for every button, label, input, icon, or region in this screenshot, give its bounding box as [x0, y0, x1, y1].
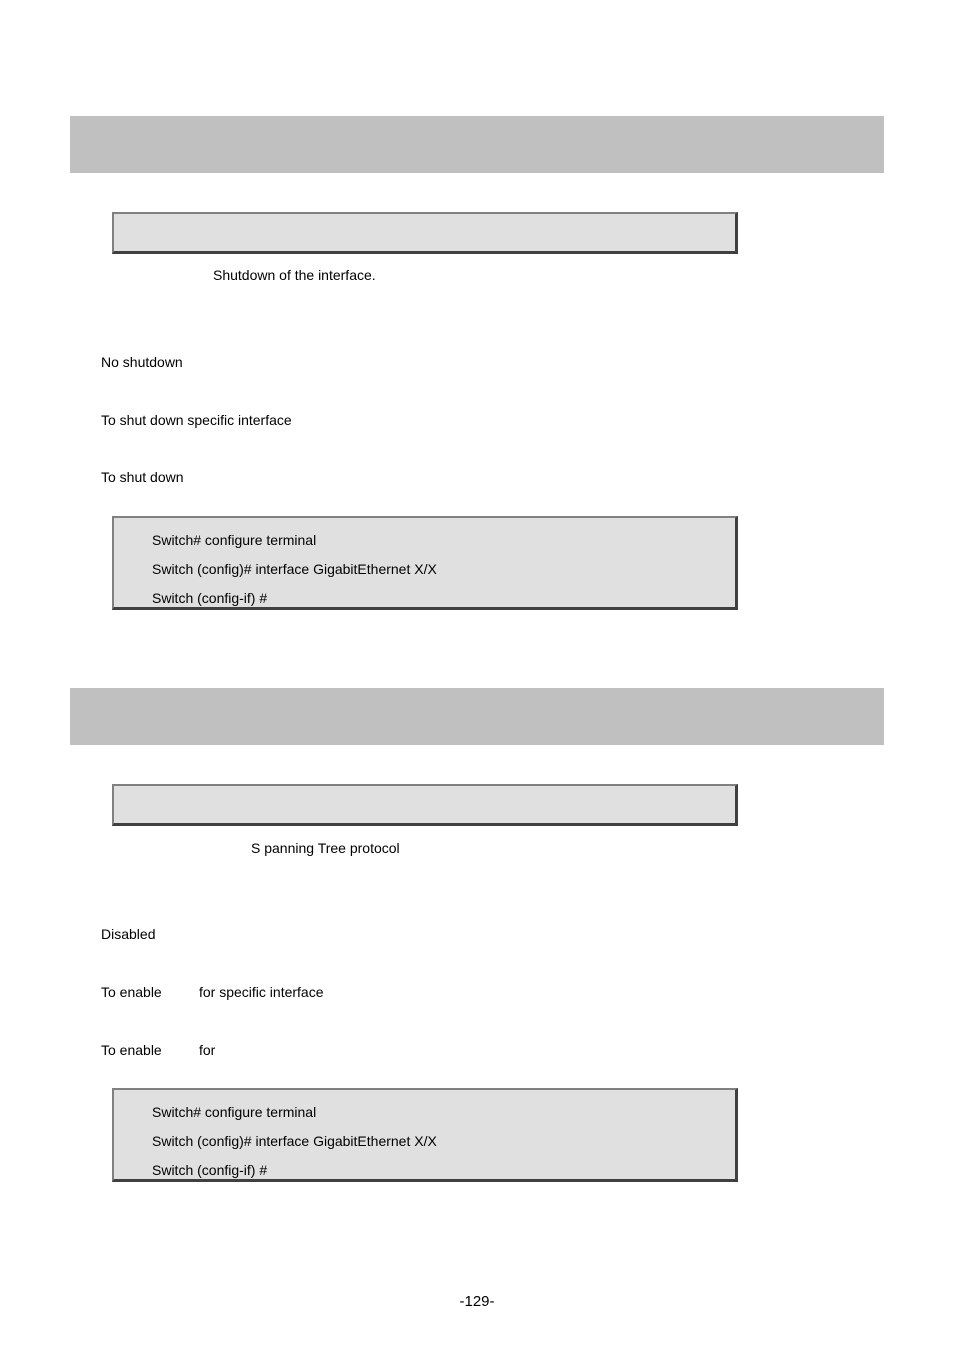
example-intro-text-shutdown: To shut down: [101, 469, 184, 485]
default-text-spanning-tree: Disabled: [101, 926, 156, 942]
default-text-shutdown: No shutdown: [101, 354, 183, 370]
page-number: -129-: [459, 1293, 495, 1310]
code-line: Switch (config)# interface GigabitEthernet X/X: [152, 1133, 437, 1149]
example-intro-text-a-spanning-tree: To enable: [101, 1042, 162, 1058]
code-line: Switch (config)# interface GigabitEthernet X/X: [152, 561, 437, 577]
example-intro-text-b-spanning-tree: for: [199, 1042, 216, 1058]
usage-guide-text-b-spanning-tree: for specific interface: [199, 984, 324, 1000]
usage-guide-text-a-spanning-tree: To enable: [101, 984, 162, 1000]
code-line: Switch (config-if) #: [152, 1162, 268, 1178]
code-line: Switch# configure terminal: [152, 1104, 317, 1120]
command-syntax-box-spanning-tree: [112, 784, 738, 826]
command-syntax-box-shutdown: [112, 212, 738, 254]
example-code-box-shutdown: [112, 516, 738, 610]
code-line: Switch (config-if) #: [152, 590, 268, 606]
usage-guide-text-shutdown: To shut down specific interface: [101, 412, 292, 428]
description-text-spanning-tree: S panning Tree protocol: [251, 840, 400, 856]
description-text-shutdown: Shutdown of the interface.: [213, 267, 376, 283]
section-header-bar-shutdown: [70, 116, 884, 173]
example-code-box-spanning-tree: [112, 1088, 738, 1182]
code-line: Switch# configure terminal: [152, 532, 317, 548]
section-header-bar-spanning-tree: [70, 688, 884, 745]
